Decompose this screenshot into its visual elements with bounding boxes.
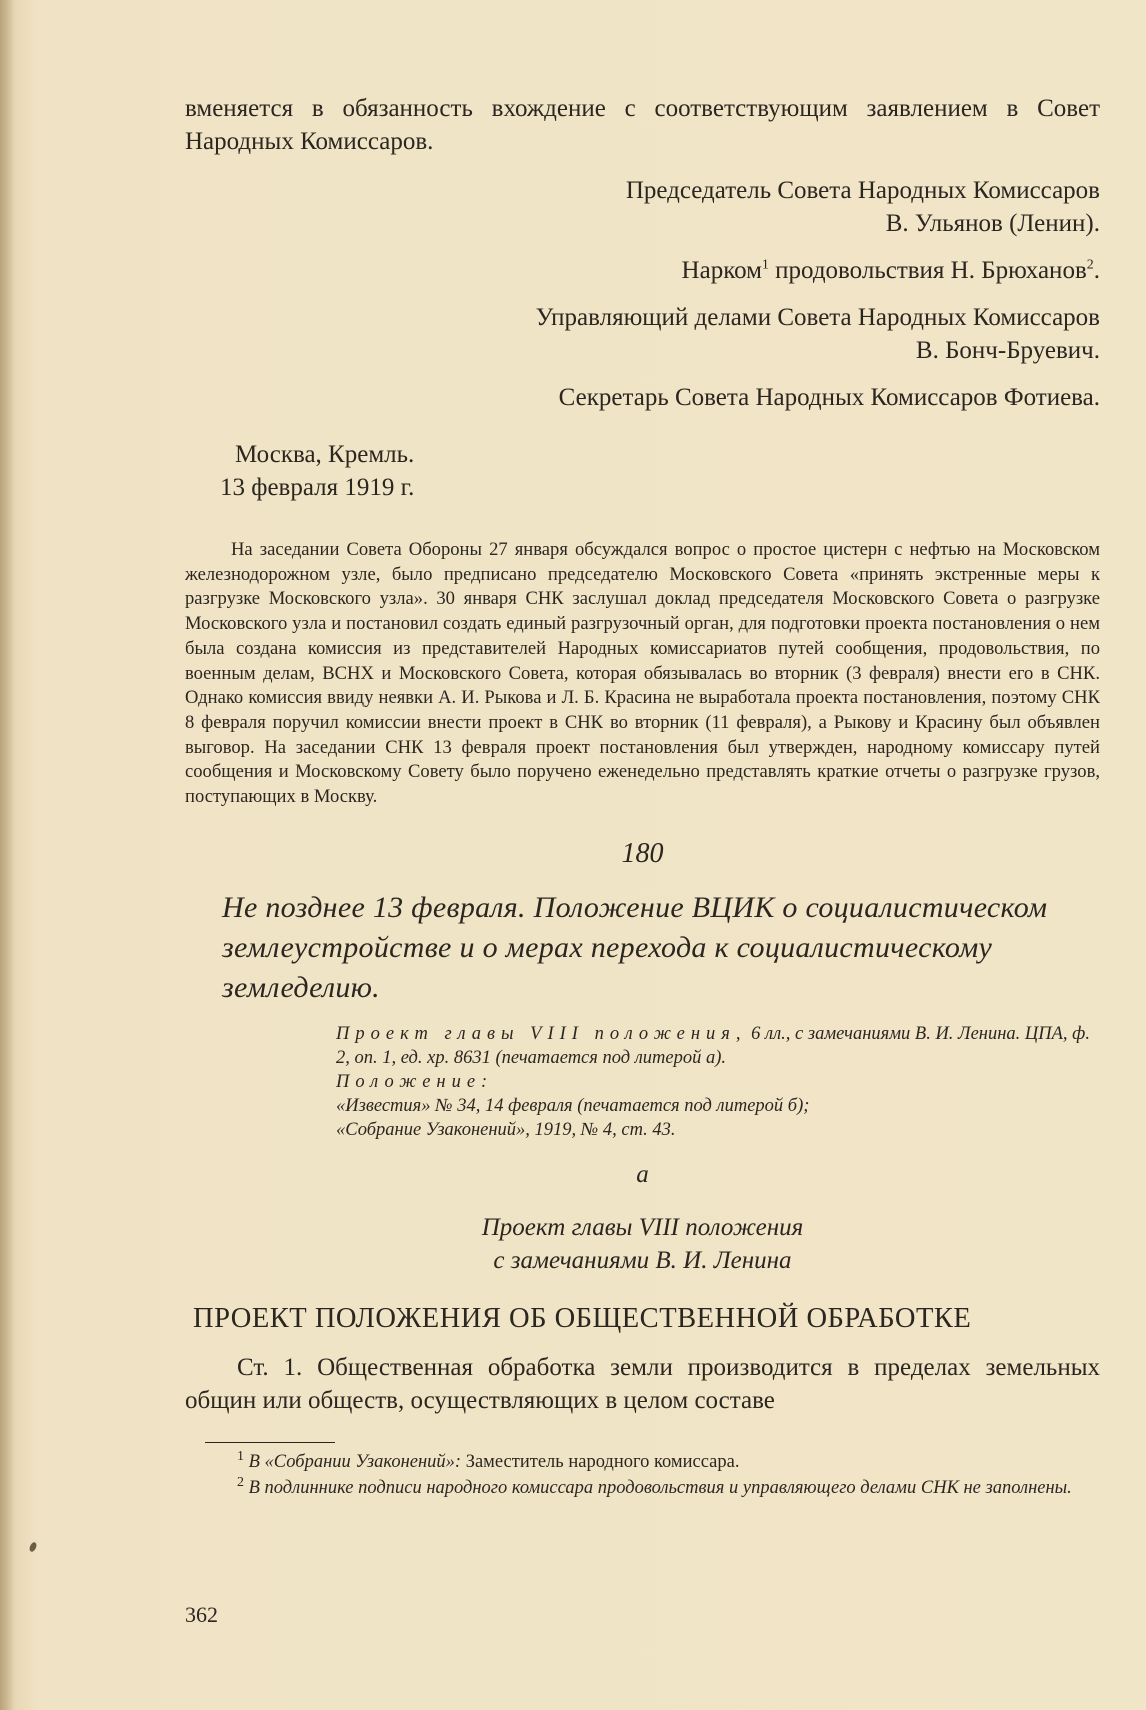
source-1-spaced: Проект главы VIII положения, — [336, 1023, 747, 1044]
source-1 — [336, 1022, 1100, 1070]
source-1-rest: 6 лл., с замечаниями В. И. Ленина. ЦПА, ф. 2, оп. 1, ед. хр. 8631 (печатается под литерой а). — [336, 1023, 1090, 1068]
footnote-1-italic: В «Собрании Узаконений»: — [248, 1451, 462, 1472]
footnote-1-text: Заместитель народного комиссара. — [465, 1451, 740, 1472]
footnote-2 — [185, 1475, 1100, 1501]
source-2-heading — [336, 1070, 1100, 1094]
document-title: Не позднее 13 февраля. Положение ВЦИК о социалистическом землеустройстве и о мерах перехода к социалистическому земледелию. — [222, 890, 1048, 1004]
place-date — [220, 438, 1100, 504]
place-date-line: 13 февраля 1919 г. — [220, 474, 415, 501]
document-number: 180 — [621, 837, 664, 869]
footnote-ref-2: 2 — [1086, 257, 1094, 273]
article-1: Ст. 1. Общественная обработка земли производится в пределах земельных общин или обществ, осуществляющих в целом составе — [185, 1353, 1100, 1414]
footnote-2-mark: 2 — [237, 1474, 244, 1490]
chairman-name: В. Ульянов (Ленин). — [885, 210, 1100, 237]
section-subtitle — [185, 1211, 1100, 1277]
spine-shadow — [0, 0, 14, 1710]
page-content — [185, 92, 1100, 1501]
place-city: Москва, Кремль. — [235, 441, 415, 468]
narkom-end: . — [1093, 257, 1100, 284]
top-paragraph: вменяется в обязанность вхождение с соответствующим заявлением в Совет Народных Комиссаров. — [185, 95, 1100, 155]
footnote-2-italic: В подлиннике подписи народного комиссара продовольствия и управляющего делами СНК не заполнены. — [248, 1477, 1072, 1498]
manager-title: Управляющий делами Совета Народных Комиссаров — [535, 304, 1100, 331]
ink-spot — [28, 1541, 38, 1553]
page-number: 362 — [185, 1602, 218, 1627]
section-letter: а — [636, 1160, 649, 1188]
footnote-1-mark: 1 — [237, 1448, 244, 1464]
footnote-1 — [185, 1449, 1100, 1475]
document-sources — [336, 1022, 1100, 1142]
subtitle-line-1: Проект главы VIII положения — [481, 1213, 804, 1241]
chairman-title: Председатель Совета Народных Комиссаров — [625, 177, 1100, 204]
manager-name: В. Бонч-Бруевич. — [915, 337, 1100, 364]
source-2-line-1: «Известия» № 34, 14 февраля (печатается под литерой б); — [336, 1095, 810, 1116]
section-caps-title: ПРОЕКТ ПОЛОЖЕНИЯ ОБ ОБЩЕСТВЕННОЙ ОБРАБОТКЕ — [193, 1302, 972, 1334]
footnote-ref-1: 1 — [761, 257, 769, 273]
signatures — [185, 174, 1100, 414]
editorial-note: На заседании Совета Обороны 27 января обсуждался вопрос о простое цистерн с нефтью на Московском железнодорожном узле, было предписано председателю Московского Совета «принять экстренные меры к разгрузке Московского узла». 30 января СНК заслушал доклад председателя Московского Совета о разгрузке Московского узла и постановил создать единый разгрузочный орган, для подготовки проекта постановления о нем была создана комиссия из представителей Народных комиссариатов путей сообщения, продовольствия, по военным делам, ВСНХ и Московского Совета, которая обязывалась во вторник (3 февраля) внести его в СНК. Однако комиссия ввиду неявки А. И. Рыкова и Л. Б. Красина не выработала проекта постановления, поэтому СНК 8 февраля поручил комиссии внести проект в СНК во вторник (11 февраля), а Рыкову и Красину был объявлен выговор. На заседании СНК 13 февраля проект постановления был утвержден, народному комиссару путей сообщения и Московскому Совету было поручено еженедельно представлять краткие отчеты о разгрузке грузов, поступающих в Москву. — [185, 539, 1100, 808]
narkom-line — [185, 254, 1100, 287]
narkom-text: Нарком — [681, 257, 762, 284]
secretary-line: Секретарь Совета Народных Комиссаров Фотиева. — [558, 384, 1100, 411]
narkom-name: продовольствия Н. Брюханов — [775, 257, 1087, 284]
source-2-line-2: «Собрание Узаконений», 1919, № 4, ст. 43. — [336, 1119, 676, 1140]
source-2-spaced: Положение: — [336, 1071, 494, 1092]
footnotes — [185, 1449, 1100, 1501]
footnote-divider — [205, 1442, 335, 1443]
subtitle-line-2: с замечаниями В. И. Ленина — [493, 1246, 792, 1274]
